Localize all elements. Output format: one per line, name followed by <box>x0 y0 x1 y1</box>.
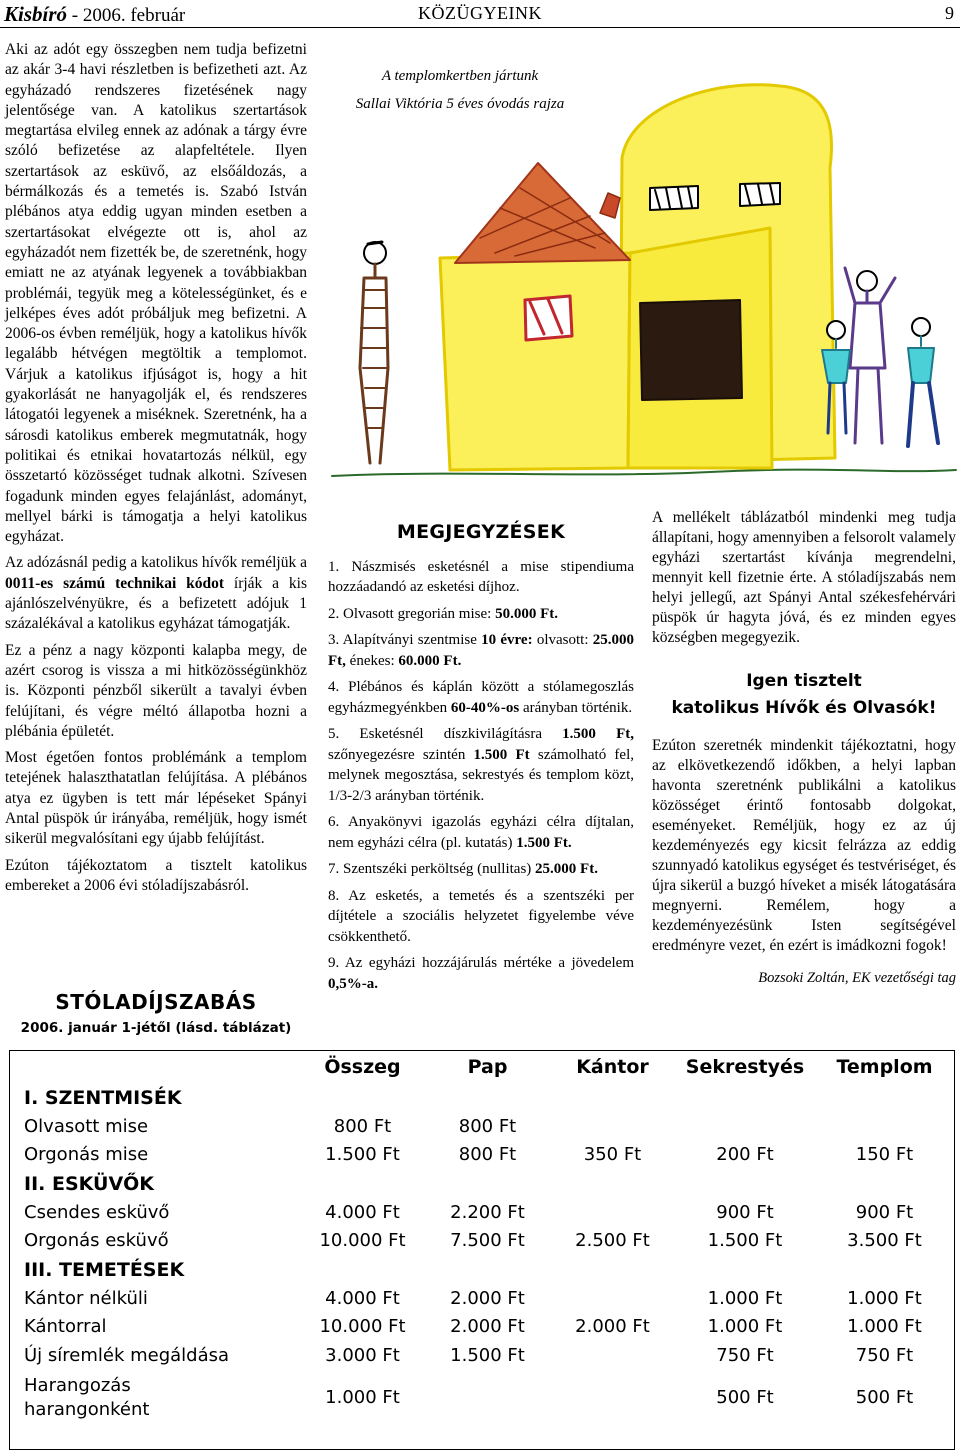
drawing-caption <box>330 62 590 118</box>
note-item-9: 9. Az egyházi hozzájárulás mértéke a jövedelem 0,5%-a. <box>328 955 634 992</box>
article-paragraph-tax: Az adózásnál pedig a katolikus hívők reméljük a 0011-es számú technikai kódot írják a kis ajánlószelvényükre, és a befizetett adójuk 1 százalékával a katolikus egyházat támogatják. <box>5 554 307 633</box>
note-item-5: 5. Esketésnél díszkivilágításra 1.500 Ft, szőnyegezésre szintén 1.500 Ft számolható fel, melynek megosztása, sekrestyés és templom közt, 1/3-2/3 arányban történik. <box>328 726 634 804</box>
page-header <box>0 0 960 28</box>
table-row: Új síremlék megáldása 3.000 Ft 1.500 Ft 750 Ft 750 Ft <box>24 1344 914 1366</box>
table-row: Csendes esküvő 4.000 Ft 2.200 Ft 900 Ft 900 Ft <box>24 1201 914 1223</box>
author-signature: Bozsoki Zoltán, EK vezetőségi tag <box>758 970 956 986</box>
newspaper-brand: Kisbíró <box>4 2 68 26</box>
table-header-cell: Pap <box>467 1056 508 1078</box>
table-header-cell: Sekrestyés <box>685 1056 805 1078</box>
table-section-row: I. SZENTMISÉK <box>24 1086 182 1109</box>
intro-paragraph: A mellékelt táblázatból mindenki meg tudja állapítani, hogy amennyiben a felsorolt valamely egyházi szertartást kívánja megrendelni, mennyit kell fizetnie érte. A stóladíjszabás nem helyi jellegű, azt Spányi Antal székesfehérvári püspök úr hagyta jóvá, és ez minden egyes községben megegyezik. <box>652 509 956 646</box>
greeting-paragraph: Ezúton szeretnék mindenkit tájékoztatni, hogy az elkövetkezendő időkben, a helyi lapban havonta szeretnénk publikálni a katolikus közösséget érintő fontosabb dolgokat, eseményeket. Reméljük, hogy ez az új kezdeményezés egy kicsit felrázza az eddig szunnyadó katolikus egységet és testvériséget, és újra sikerül a buzgó híveket a misék látogatására megnyerni. Remélem, hogy a kezdeményezésünk Isten segítségével eredményre vezet, én ezért is imádkozni fogok! <box>652 737 956 954</box>
table-row-bell: Harangozás harangonként 1.000 Ft 500 Ft 500 Ft <box>24 1374 914 1420</box>
fee-table <box>9 1050 955 1450</box>
table-header-cell <box>10 1051 300 1083</box>
note-item-7: 7. Szentszéki perköltség (nullitas) 25.000 Ft. <box>328 861 598 877</box>
fee-schedule-subtitle: 2006. január 1-jétől (lásd. táblázat) <box>20 1020 292 1036</box>
section-title: KÖZÜGYEINK <box>418 3 542 23</box>
table-section-row: II. ESKÜVŐK <box>24 1172 155 1195</box>
page-number: 9 <box>945 3 954 23</box>
fee-schedule-title: STÓLADÍJSZABÁS <box>55 990 257 1014</box>
notes-section <box>328 522 634 1000</box>
caption-author: Sallai Viktória 5 éves óvodás rajza <box>355 96 565 112</box>
issue-date: - 2006. február <box>67 5 186 26</box>
table-section-row: III. TEMETÉSEK <box>24 1258 185 1281</box>
article-paragraph: Ezúton tájékoztatom a tisztelt katolikus embereket a 2006 évi stóladíjszabásról. <box>5 856 307 894</box>
table-row: Orgonás mise 1.500 Ft 800 Ft 350 Ft 200 Ft 150 Ft <box>24 1144 914 1166</box>
note-item-3: 3. Alapítványi szentmise 10 évre: olvasott: 25.000 Ft, énekes: 60.000 Ft. <box>328 632 635 669</box>
table-header-row <box>10 1051 954 1083</box>
article-paragraph: Most égetően fontos problémánk a templom tetejének halaszthatatlan felújítása. A plébános atya ez ügyben is tett már lépéseket Spányi Antal püspök úr irányába, reméljük, hogy ismét sikerül megvalósítani egy újabb felújítást. <box>5 749 307 848</box>
left-article-column <box>5 40 307 902</box>
note-item-4: 4. Plébános és káplán között a stólamegoszlás egyházmegyénkben 60-40%-os arányban történik. <box>328 679 634 716</box>
greeting-heading: Igen tisztelt katolikus Hívők és Olvasók! <box>671 671 937 718</box>
right-article-column <box>652 508 956 988</box>
table-header-cell: Kántor <box>576 1056 649 1078</box>
table-row: Olvasott mise 800 Ft 800 Ft <box>24 1115 517 1137</box>
note-item-6: 6. Anyakönyvi igazolás egyházi célra díjtalan, nem egyházi célra (pl. kutatás) 1.500 Ft. <box>328 814 634 851</box>
article-paragraph: Aki az adót egy összegben nem tudja befizetni az akár 3-4 havi részletben is befizetheti azt. Az egyházadó rendszeres fizetésének nagy jelentősége van. A katolikus szertartások megtartása elvileg ennek az adónak a tárgy évre szóló befizetése az alapfeltétele. Ilyen szertartások az esküvő, az elsőáldozás, a bérmálkozás és a temetés is. Szabó István plébános atya eddig ugyan minden esetben a szertartásokat elvégezte ott is, ahol az egyházadót nem fizették be, de szeretnénk, hogy emiatt ne az atyának legyenek a továbbiakban problémái, tegyük meg a kötelességünket, és e jelképes éves adót próbáljuk meg befizetni. A 2006-os évben reméljük, hogy a katolikus hívők legalább hétvégen megtöltik a templomot. Várjuk a katolikus ifjúságot is, hogy a hit gyakorlását ne hanyagolják el, és rendszeres látogatói legyenek a miséknek. Szeretnénk, ha a sárosdi katolikus emberek megmutatnák, hogy politikai és etnikai hovatartozás nélkül, egy összetartó közösséget tudnak alkotni. Szívesen fogadunk minden egyes felajánlást, adományt, mellyel bárki is támogatja a helyi katolikus egyházat. <box>5 41 307 546</box>
article-paragraph: Ez a pénz a nagy központi kalapba megy, de azért csorog is vissza a mi hitközösségünkhöz is. Központi pénzből sikerült a tavalyi évben felújítani, és végre méltó állapotba hozni a plébánia épületét. <box>5 641 307 740</box>
note-item-8: 8. Az esketés, a temetés és a szentszéki per díjtétele a szociális helyzetet figyelembe véve csökkenthető. <box>328 887 634 945</box>
caption-title: A templomkertben jártunk <box>381 68 539 84</box>
table-row: Orgonás esküvő 10.000 Ft 7.500 Ft 2.500 Ft 1.500 Ft 3.500 Ft <box>24 1230 922 1252</box>
table-row: Kántorral 10.000 Ft 2.000 Ft 2.000 Ft 1.000 Ft 1.000 Ft <box>24 1316 922 1338</box>
note-item-1: 1. Nászmisés esketésnél a mise stipendiuma hozzáadandó az esketési díjhoz. <box>328 558 634 595</box>
table-header-cell: Templom <box>836 1056 933 1078</box>
notes-title: MEGJEGYZÉSEK <box>396 521 566 543</box>
tax-code: 0011-es számú technikai kódot <box>5 574 225 592</box>
note-item-2: 2. Olvasott gregorián mise: 50.000 Ft. <box>328 605 558 622</box>
table-row: Kántor nélküli 4.000 Ft 2.000 Ft 1.000 Ft 1.000 Ft <box>24 1287 922 1309</box>
table-header-cell: Összeg <box>324 1056 401 1078</box>
